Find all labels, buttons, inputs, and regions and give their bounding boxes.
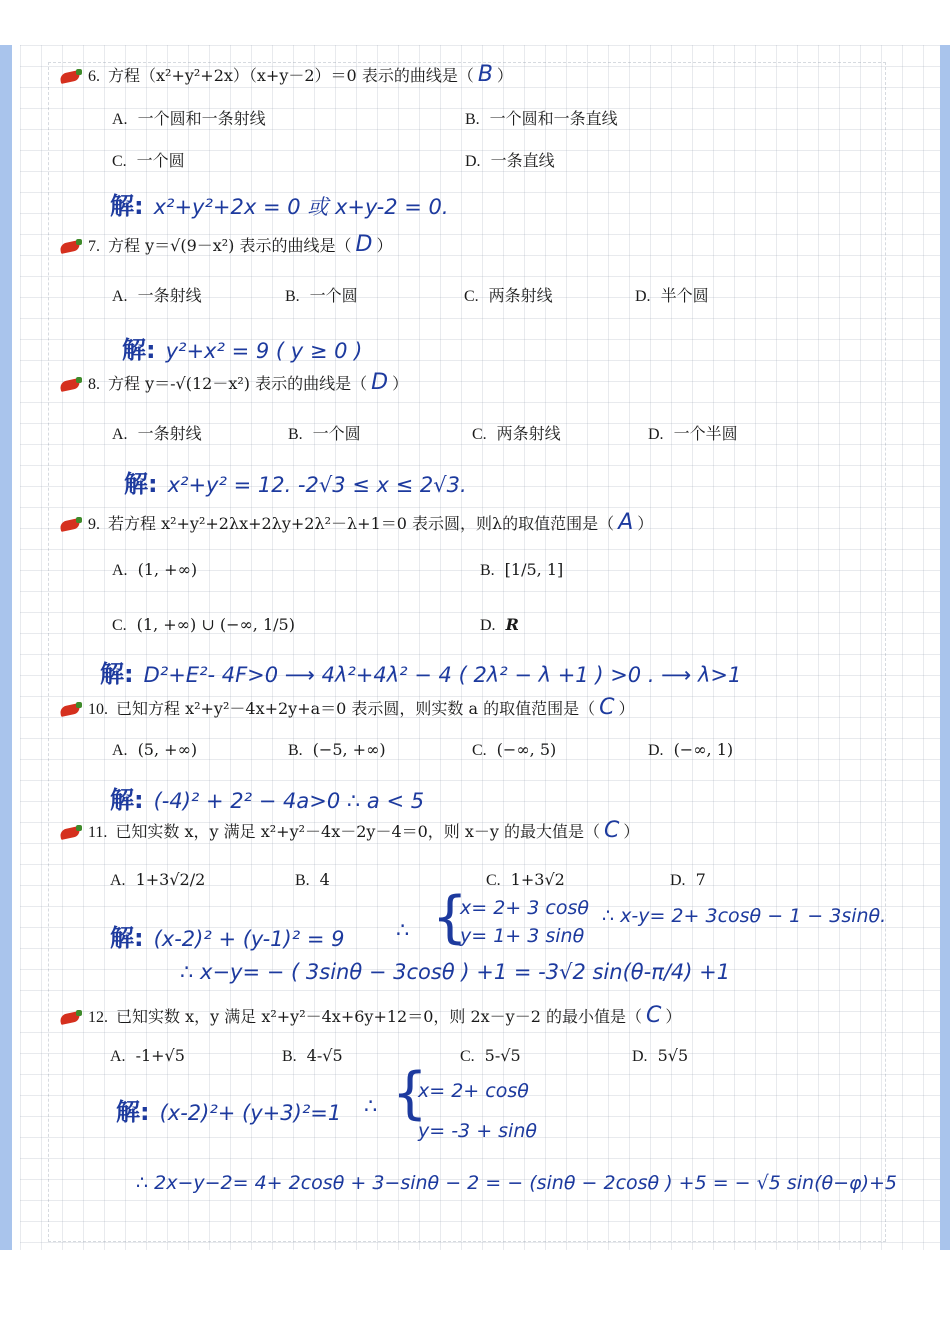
question-number: 7. [88,238,100,255]
option-c: C. 5-√5 [460,1046,521,1065]
question-number: 6. [88,68,100,85]
question-stem: 已知实数 x，y 满足 x²+y²－4x－2y－4＝0，则 x－y 的最大值是（ [115,822,601,841]
system-line-1: x= 2+ 3 cosθ [460,897,589,919]
handwritten-answer: C [646,1003,662,1028]
chili-pepper-icon [60,377,82,391]
option-d: D. (−∞, 1) [648,740,734,759]
question-number: 9. [88,516,100,533]
option-c: C. (1, +∞) ∪ (−∞, 1/5) [112,615,295,634]
system-line-1: x= 2+ cosθ [418,1080,529,1102]
option-a: A. 一条射线 [112,286,202,305]
close-paren: ） [637,514,654,533]
system-brace: { [392,1061,428,1126]
question-stem: 若方程 x²+y²+2λx+2λy+2λ²－λ+1＝0 表示圆，则λ的取值范围是（ [108,514,615,533]
handwritten-answer: A [618,510,634,535]
question-number: 12. [88,1009,108,1026]
chili-pepper-icon [60,517,82,531]
question-stem: 方程 y＝-√(12－x²) 表示的曲线是（ [108,374,368,393]
option-a: A. 1+3√2/2 [110,870,206,889]
system-line-2: y= 1+ 3 sinθ [460,925,585,947]
close-paren: ） [392,374,409,393]
option-d: D. 5√5 [632,1046,689,1065]
question-number: 11. [88,824,108,841]
question-6 [60,62,513,87]
handwritten-answer: D [355,232,373,257]
option-d: D. 一条直线 [465,151,555,170]
solution-6: 解: x²+y²+2x = 0 或 x+y-2 = 0. [110,192,449,220]
option-c: C. (−∞, 5) [472,740,557,759]
question-number: 8. [88,376,100,393]
question-stem: 方程 y＝√(9－x²) 表示的曲线是（ [108,236,352,255]
chili-pepper-icon [60,825,82,839]
close-paren: ） [376,236,393,255]
chili-pepper-icon [60,239,82,253]
option-b: B. 一个圆 [288,424,361,443]
option-a: A. 一条射线 [112,424,202,443]
close-paren: ） [496,66,513,85]
question-8 [60,370,408,395]
question-7 [60,232,392,257]
question-10 [60,695,635,720]
option-c: C. 1+3√2 [486,870,565,889]
option-b: B. 4 [295,870,330,889]
close-paren: ） [665,1007,682,1026]
handwritten-answer: C [599,695,615,720]
option-b: B. [1/5, 1] [480,560,564,579]
option-b: B. 一个圆和一条直线 [465,109,618,128]
therefore-symbol: ∴ [364,1094,378,1118]
option-d: D. 一个半圆 [648,424,738,443]
handwritten-answer: C [604,818,620,843]
chili-pepper-icon [60,702,82,716]
handwritten-answer: B [477,62,493,87]
solution-12-line-2: ∴ 2x−y−2= 4+ 2cosθ + 3−sinθ − 2 = − (sinθ − 2cosθ ) +5 = − √5 sin(θ−φ)+5 [136,1172,897,1194]
close-paren: ） [623,822,640,841]
solution-9: 解: D²+E²- 4F>0 ⟶ 4λ²+4λ² − 4 ( 2λ² − λ +1 ) >0 . ⟶ λ>1 [100,660,742,688]
chili-pepper-icon [60,1010,82,1024]
question-stem: 方程（x²+y²+2x）（x+y－2）＝0 表示的曲线是（ [108,66,474,85]
option-b: B. 4-√5 [282,1046,343,1065]
solution-11-line-2: ∴ x−y= − ( 3sinθ − 3cosθ ) +1 = -3√2 sin(θ-π/4) +1 [180,960,731,984]
question-stem: 已知实数 x，y 满足 x²+y²－4x+6y+12＝0，则 2x－y－2 的最小值是（ [116,1007,642,1026]
option-d: D. R [480,615,519,634]
solution-11-extra: ∴ x-y= 2+ 3cosθ − 1 − 3sinθ. [602,905,887,927]
option-a: A. -1+√5 [110,1046,185,1065]
system-line-2: y= -3 + sinθ [418,1120,537,1142]
question-number: 10. [88,701,108,718]
option-b: B. 一个圆 [285,286,358,305]
solution-7: 解: y²+x² = 9 ( y ≥ 0 ) [122,336,363,364]
option-a: A. 一个圆和一条射线 [112,109,266,128]
question-11 [60,818,639,843]
solution-8: 解: x²+y² = 12. -2√3 ≤ x ≤ 2√3. [124,470,467,498]
chili-pepper-icon [60,69,82,83]
left-margin-bar [0,45,12,1250]
option-d: D. 7 [670,870,706,889]
solution-10: 解: (-4)² + 2² − 4a>0 ∴ a < 5 [110,786,425,814]
option-a: A. (1, +∞) [112,560,198,579]
option-b: B. (−5, +∞) [288,740,386,759]
solution-12: 解: (x-2)²+ (y+3)²=1 [116,1098,342,1126]
option-c: C. 一个圆 [112,151,185,170]
therefore-symbol: ∴ [396,918,410,942]
option-c: C. 两条射线 [464,286,553,305]
option-d: D. 半个圆 [635,286,709,305]
handwritten-answer: D [371,370,389,395]
question-9 [60,510,653,535]
solution-11: 解: (x-2)² + (y-1)² = 9 [110,924,345,952]
question-12 [60,1003,681,1028]
option-a: A. (5, +∞) [112,740,198,759]
question-stem: 已知方程 x²+y²－4x+2y+a＝0 表示圆，则实数 a 的取值范围是（ [116,699,596,718]
option-c: C. 两条射线 [472,424,561,443]
close-paren: ） [618,699,635,718]
system-brace: { [432,885,468,950]
